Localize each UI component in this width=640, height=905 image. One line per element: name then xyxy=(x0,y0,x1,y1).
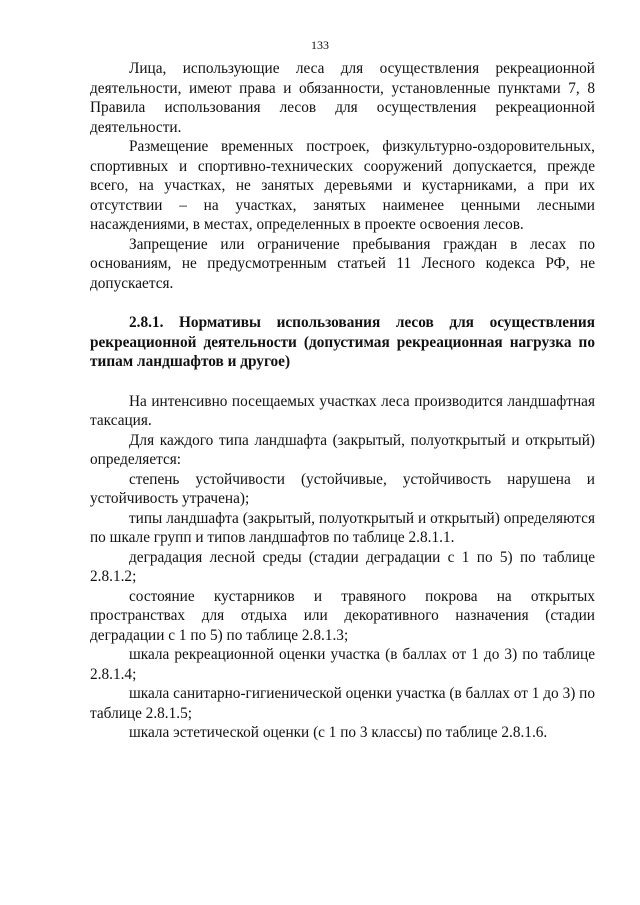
page-content xyxy=(90,59,595,743)
paragraph: Размещение временных построек, физкультурно-оздоровительных, спортивных и спортивно-технических сооружений допускается, прежде всего, на участках, не занятых деревьями и кустарниками, а при их отсутствии – на участках, занятых наименее ценными лесными насаждениями, в местах, определенных в проекте освоения лесов. xyxy=(90,138,595,233)
list-item: деградация лесной среды (стадии деградации с 1 по 5) по таблице 2.8.1.2; xyxy=(90,548,595,585)
list-item: состояние кустарников и травяного покрова на открытых пространствах для отдыха или декоративного назначения (стадии деградации с 1 по 5) по таблице 2.8.1.3; xyxy=(90,587,595,644)
paragraph: Запрещение или ограничение пребывания граждан в лесах по основаниям, не предусмотренным статьей 11 Лесного кодекса РФ, не допускается. xyxy=(90,235,595,292)
list-item: шкала санитарно-гигиенической оценки участка (в баллах от 1 до 3) по таблице 2.8.1.5; xyxy=(90,685,595,722)
paragraph: Лица, использующие леса для осуществления рекреационной деятельности, имеют права и обязанности, установленные пунктами 7, 8 Правила использования лесов для осуществления рекреационной деятельности. xyxy=(90,60,595,136)
page-number: 133 xyxy=(311,38,329,52)
list-item: степень устойчивости (устойчивые, устойчивость нарушена и устойчивость утрачена); xyxy=(90,470,595,507)
paragraph: Для каждого типа ландшафта (закрытый, полуоткрытый и открытый) определяется: xyxy=(90,431,595,468)
paragraph: На интенсивно посещаемых участках леса производится ландшафтная таксация. xyxy=(90,392,595,429)
list-item: шкала рекреационной оценки участка (в баллах от 1 до 3) по таблице 2.8.1.4; xyxy=(90,646,595,683)
section-heading: 2.8.1. Нормативы использования лесов для осуществления рекреационной деятельности (допустимая рекреационная нагрузка по типам ландшафтов и другое) xyxy=(90,314,595,370)
list-item: шкала эстетической оценки (с 1 по 3 классы) по таблице 2.8.1.6. xyxy=(129,724,548,741)
list-item: типы ландшафта (закрытый, полуоткрытый и открытый) определяются по шкале групп и типов ландшафтов по таблице 2.8.1.1. xyxy=(90,509,595,546)
